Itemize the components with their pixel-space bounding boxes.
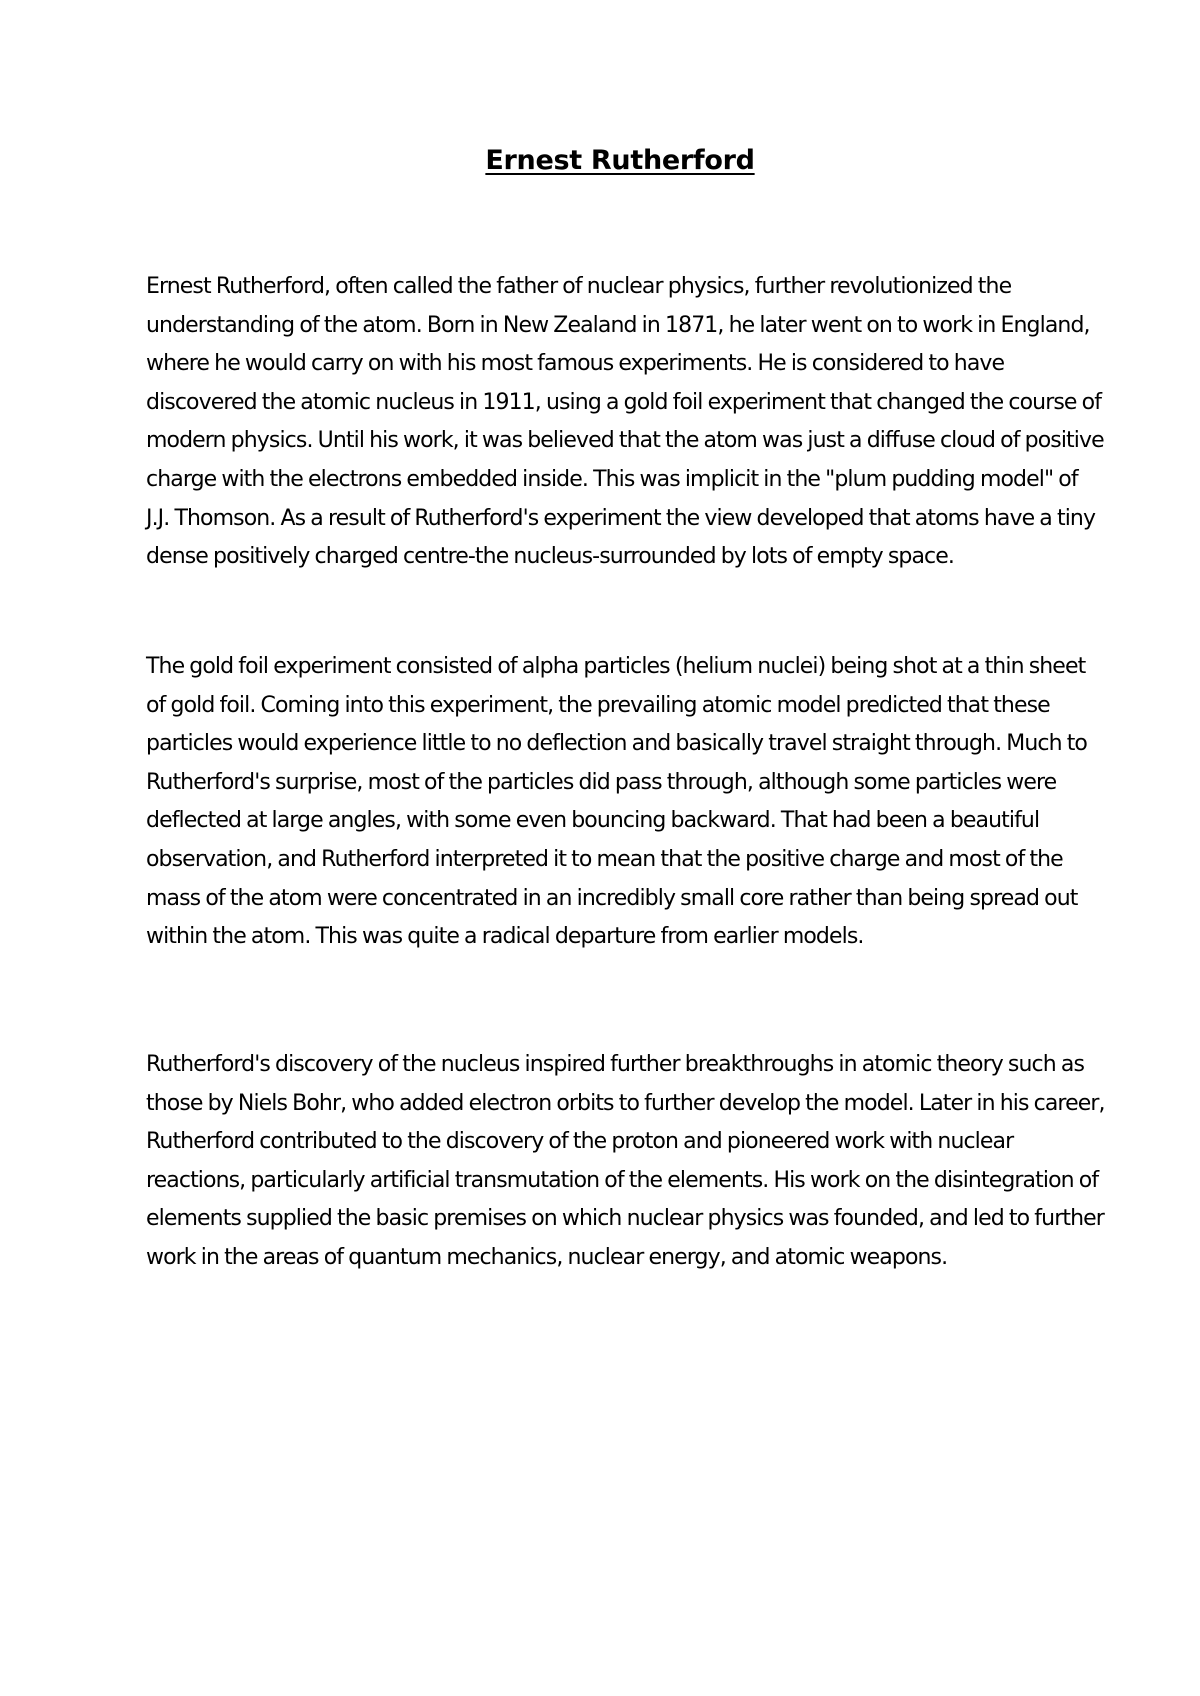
paragraph-3: Rutherford's discovery of the nucleus inspired further breakthroughs in atomic theory such as those by Niels Bohr, who added electron orbits to further develop the model. Later in his career, Rutherford contributed to the discovery of the proton and pioneered work with nuclear reactions, particularly artificial transmutation of the elements. His work on the disintegration of elements supplied the basic premises on which nuclear physics was founded, and led to further work in the areas of quantum mechanics, nuclear energy, and atomic weapons. <box>146 1052 1105 1270</box>
document-title: Ernest Rutherford <box>485 145 755 176</box>
paragraph-1: Ernest Rutherford, often called the father of nuclear physics, further revolutionized the understanding of the atom. Born in New Zealand in 1871, he later went on to work in England, where he would carry on with his most famous experiments. He is considered to have discovered the atomic nucleus in 1911, using a gold foil experiment that changed the course of modern physics. Until his work, it was believed that the atom was just a diffuse cloud of positive charge with the electrons embedded inside. This was implicit in the "plum pudding model" of J.J. Thomson. As a result of Rutherford's experiment the view developed that atoms have a tiny dense positively charged centre-the nucleus-surrounded by lots of empty space. <box>146 274 1104 570</box>
paragraph-2: The gold foil experiment consisted of alpha particles (helium nuclei) being shot at a thin sheet of gold foil. Coming into this experiment, the prevailing atomic model predicted that these particles would experience little to no deflection and basically travel straight through. Much to Rutherford's surprise, most of the particles did pass through, although some particles were deflected at large angles, with some even bouncing backward. That had been a beautiful observation, and Rutherford interpreted it to mean that the positive charge and most of the mass of the atom were concentrated in an incredibly small core rather than being spread out within the atom. This was quite a radical departure from earlier models. <box>146 654 1087 950</box>
